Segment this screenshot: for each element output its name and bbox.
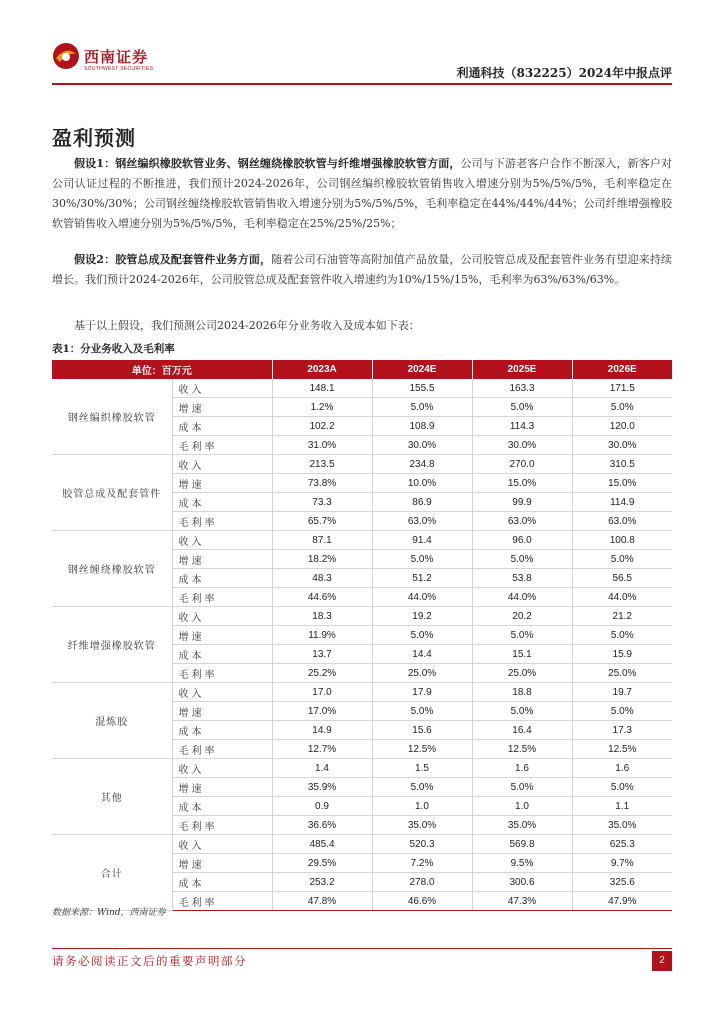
- metric-label-cell: 成本: [172, 417, 272, 436]
- header-unit: 单位：百万元: [52, 360, 272, 379]
- value-cell: 5.0%: [472, 702, 572, 721]
- data-source-note: 数据来源：Wind，西南证券: [52, 908, 166, 918]
- value-cell: 625.3: [572, 835, 672, 854]
- value-cell: 270.0: [472, 455, 572, 474]
- value-cell: 213.5: [272, 455, 372, 474]
- company-logo: [52, 42, 162, 78]
- value-cell: 99.9: [472, 493, 572, 512]
- value-cell: 5.0%: [572, 702, 672, 721]
- value-cell: 155.5: [372, 379, 472, 398]
- metric-label-cell: 增速: [172, 778, 272, 797]
- value-cell: 17.3: [572, 721, 672, 740]
- value-cell: 44.0%: [472, 588, 572, 607]
- assumption-2-lead: 假设2：胶管总成及配套管件业务方面，: [74, 253, 272, 266]
- value-cell: 108.9: [372, 417, 472, 436]
- value-cell: 20.2: [472, 607, 572, 626]
- metric-label-cell: 成本: [172, 873, 272, 892]
- value-cell: 63.0%: [472, 512, 572, 531]
- value-cell: 15.0%: [472, 474, 572, 493]
- value-cell: 63.0%: [372, 512, 472, 531]
- value-cell: 1.6: [472, 759, 572, 778]
- value-cell: 5.0%: [372, 778, 472, 797]
- value-cell: 5.0%: [472, 626, 572, 645]
- value-cell: 1.4: [272, 759, 372, 778]
- value-cell: 36.6%: [272, 816, 372, 835]
- value-cell: 15.6: [372, 721, 472, 740]
- value-cell: 47.3%: [472, 892, 572, 911]
- segment-name-cell: 钢丝编织橡胶软管: [52, 379, 172, 455]
- footer-divider: [52, 948, 672, 949]
- page-number: 2: [652, 951, 672, 971]
- value-cell: 7.2%: [372, 854, 472, 873]
- value-cell: 73.3: [272, 493, 372, 512]
- table-row: [52, 683, 672, 702]
- metric-label-cell: 成本: [172, 645, 272, 664]
- value-cell: 30.0%: [472, 436, 572, 455]
- value-cell: 12.5%: [372, 740, 472, 759]
- segment-name-cell: 纤维增强橡胶软管: [52, 607, 172, 683]
- value-cell: 35.9%: [272, 778, 372, 797]
- value-cell: 35.0%: [572, 816, 672, 835]
- metric-label-cell: 成本: [172, 721, 272, 740]
- value-cell: 5.0%: [472, 398, 572, 417]
- value-cell: 25.0%: [372, 664, 472, 683]
- value-cell: 44.0%: [572, 588, 672, 607]
- value-cell: 5.0%: [372, 702, 472, 721]
- value-cell: 234.8: [372, 455, 472, 474]
- metric-label-cell: 毛利率: [172, 588, 272, 607]
- value-cell: 0.9: [272, 797, 372, 816]
- value-cell: 325.6: [572, 873, 672, 892]
- page-header: [52, 42, 672, 82]
- metric-label-cell: 毛利率: [172, 664, 272, 683]
- value-cell: 253.2: [272, 873, 372, 892]
- value-cell: 10.0%: [372, 474, 472, 493]
- value-cell: 35.0%: [372, 816, 472, 835]
- table-row: [52, 759, 672, 778]
- segment-name-cell: 胶管总成及配套管件: [52, 455, 172, 531]
- value-cell: 30.0%: [572, 436, 672, 455]
- value-cell: 25.2%: [272, 664, 372, 683]
- metric-label-cell: 增速: [172, 626, 272, 645]
- metric-label-cell: 毛利率: [172, 512, 272, 531]
- metric-label-cell: 毛利率: [172, 740, 272, 759]
- segment-name-cell: 其他: [52, 759, 172, 835]
- metric-label-cell: 收入: [172, 607, 272, 626]
- value-cell: 51.2: [372, 569, 472, 588]
- value-cell: 5.0%: [572, 550, 672, 569]
- value-cell: 5.0%: [372, 626, 472, 645]
- value-cell: 53.8: [472, 569, 572, 588]
- value-cell: 12.5%: [572, 740, 672, 759]
- table-row: [52, 835, 672, 854]
- value-cell: 520.3: [372, 835, 472, 854]
- metric-label-cell: 成本: [172, 493, 272, 512]
- metric-label-cell: 收入: [172, 683, 272, 702]
- metric-label-cell: 毛利率: [172, 816, 272, 835]
- value-cell: 15.1: [472, 645, 572, 664]
- value-cell: 21.2: [572, 607, 672, 626]
- value-cell: 31.0%: [272, 436, 372, 455]
- value-cell: 29.5%: [272, 854, 372, 873]
- header-year: 2026E: [572, 360, 672, 379]
- value-cell: 120.0: [572, 417, 672, 436]
- value-cell: 19.2: [372, 607, 472, 626]
- header-year: 2023A: [272, 360, 372, 379]
- table-row: [52, 455, 672, 474]
- header-year: 2025E: [472, 360, 572, 379]
- value-cell: 14.9: [272, 721, 372, 740]
- assumption-1-body: 公司与下游老客户合作不断深入，新客户对公司认证过程的不断推进，我们预计2024-2026年，公司钢丝编织橡胶软管销售收入增速分别为5%/5%/5%，毛利率稳定在30%/30%/30%；公司钢丝缠绕橡胶软管销售收入增速分别为5%/5%/5%，毛利率稳定在44%/44%/44%；公司纤维增强橡胶软管销售收入增速分别为5%/5%/5%，毛利率稳定在25%/25%/25%；: [52, 157, 673, 230]
- value-cell: 25.0%: [472, 664, 572, 683]
- value-cell: 12.7%: [272, 740, 372, 759]
- value-cell: 485.4: [272, 835, 372, 854]
- value-cell: 163.3: [472, 379, 572, 398]
- value-cell: 96.0: [472, 531, 572, 550]
- value-cell: 44.0%: [372, 588, 472, 607]
- metric-label-cell: 增速: [172, 474, 272, 493]
- value-cell: 86.9: [372, 493, 472, 512]
- value-cell: 17.0: [272, 683, 372, 702]
- segment-name-cell: 钢丝缠绕橡胶软管: [52, 531, 172, 607]
- value-cell: 63.0%: [572, 512, 672, 531]
- metric-label-cell: 毛利率: [172, 436, 272, 455]
- metric-label-cell: 收入: [172, 379, 272, 398]
- value-cell: 65.7%: [272, 512, 372, 531]
- value-cell: 171.5: [572, 379, 672, 398]
- value-cell: 56.5: [572, 569, 672, 588]
- metric-label-cell: 收入: [172, 759, 272, 778]
- value-cell: 12.5%: [472, 740, 572, 759]
- value-cell: 15.0%: [572, 474, 672, 493]
- value-cell: 9.5%: [472, 854, 572, 873]
- value-cell: 114.9: [572, 493, 672, 512]
- value-cell: 13.7: [272, 645, 372, 664]
- value-cell: 30.0%: [372, 436, 472, 455]
- value-cell: 25.0%: [572, 664, 672, 683]
- table-intro-paragraph: 基于以上假设，我们预测公司2024-2026年分业务收入及成本如下表：: [74, 319, 420, 332]
- value-cell: 1.2%: [272, 398, 372, 417]
- segment-name-cell: 混炼胶: [52, 683, 172, 759]
- table-body: [52, 379, 672, 911]
- value-cell: 14.4: [372, 645, 472, 664]
- value-cell: 1.1: [572, 797, 672, 816]
- value-cell: 46.6%: [372, 892, 472, 911]
- value-cell: 18.8: [472, 683, 572, 702]
- value-cell: 1.6: [572, 759, 672, 778]
- metric-label-cell: 增速: [172, 398, 272, 417]
- metric-label-cell: 收入: [172, 455, 272, 474]
- value-cell: 1.0: [472, 797, 572, 816]
- segment-name-cell: 合计: [52, 835, 172, 911]
- value-cell: 87.1: [272, 531, 372, 550]
- assumption-1-lead: 假设1：钢丝编织橡胶软管业务、钢丝缠绕橡胶软管与纤维增强橡胶软管方面，: [74, 157, 461, 170]
- value-cell: 569.8: [472, 835, 572, 854]
- forecast-table-container: [52, 360, 672, 911]
- value-cell: 5.0%: [372, 398, 472, 417]
- value-cell: 310.5: [572, 455, 672, 474]
- logo-chinese-name: 西南证券: [84, 48, 149, 66]
- value-cell: 5.0%: [472, 550, 572, 569]
- value-cell: 114.3: [472, 417, 572, 436]
- value-cell: 11.9%: [272, 626, 372, 645]
- value-cell: 91.4: [372, 531, 472, 550]
- assumption-2-body: 随着公司石油管等高附加值产品放量，公司胶管总成及配套管件业务有望迎来持续增长。我们预计2024-2026年，公司胶管总成及配套管件收入增速约为10%/15%/15%，毛利率为63%/63%/63%。: [52, 253, 673, 286]
- table-row: [52, 607, 672, 626]
- logo-english-name: SOUTHWEST SECURITIES: [84, 66, 154, 72]
- value-cell: 1.0: [372, 797, 472, 816]
- value-cell: 16.4: [472, 721, 572, 740]
- header-divider: [52, 83, 672, 85]
- value-cell: 5.0%: [372, 550, 472, 569]
- logo-emblem-icon: [52, 42, 80, 70]
- value-cell: 300.6: [472, 873, 572, 892]
- metric-label-cell: 增速: [172, 702, 272, 721]
- value-cell: 35.0%: [472, 816, 572, 835]
- footer-disclaimer-notice: 请务必阅读正文后的重要声明部分: [52, 954, 247, 968]
- value-cell: 48.3: [272, 569, 372, 588]
- value-cell: 73.8%: [272, 474, 372, 493]
- metric-label-cell: 成本: [172, 569, 272, 588]
- assumption-paragraph-1: [52, 154, 672, 234]
- value-cell: 278.0: [372, 873, 472, 892]
- value-cell: 18.2%: [272, 550, 372, 569]
- value-cell: 5.0%: [572, 398, 672, 417]
- value-cell: 5.0%: [572, 626, 672, 645]
- metric-label-cell: 收入: [172, 531, 272, 550]
- table-row: [52, 531, 672, 550]
- value-cell: 18.3: [272, 607, 372, 626]
- section-title: 盈利预测: [52, 126, 136, 150]
- table-row: [52, 379, 672, 398]
- value-cell: 1.5: [372, 759, 472, 778]
- metric-label-cell: 增速: [172, 854, 272, 873]
- metric-label-cell: 毛利率: [172, 892, 272, 911]
- report-title: 利通科技（832225）2024年中报点评: [456, 66, 672, 80]
- value-cell: 148.1: [272, 379, 372, 398]
- value-cell: 9.7%: [572, 854, 672, 873]
- value-cell: 17.0%: [272, 702, 372, 721]
- forecast-table: [52, 360, 672, 911]
- value-cell: 17.9: [372, 683, 472, 702]
- value-cell: 5.0%: [572, 778, 672, 797]
- value-cell: 5.0%: [472, 778, 572, 797]
- assumption-paragraph-2: [52, 250, 672, 290]
- value-cell: 47.8%: [272, 892, 372, 911]
- metric-label-cell: 成本: [172, 797, 272, 816]
- value-cell: 102.2: [272, 417, 372, 436]
- value-cell: 19.7: [572, 683, 672, 702]
- table-header-row: [52, 360, 672, 379]
- table-caption: 表1：分业务收入及毛利率: [52, 343, 175, 355]
- value-cell: 47.9%: [572, 892, 672, 911]
- value-cell: 15.9: [572, 645, 672, 664]
- value-cell: 100.8: [572, 531, 672, 550]
- value-cell: 44.6%: [272, 588, 372, 607]
- metric-label-cell: 增速: [172, 550, 272, 569]
- metric-label-cell: 收入: [172, 835, 272, 854]
- header-year: 2024E: [372, 360, 472, 379]
